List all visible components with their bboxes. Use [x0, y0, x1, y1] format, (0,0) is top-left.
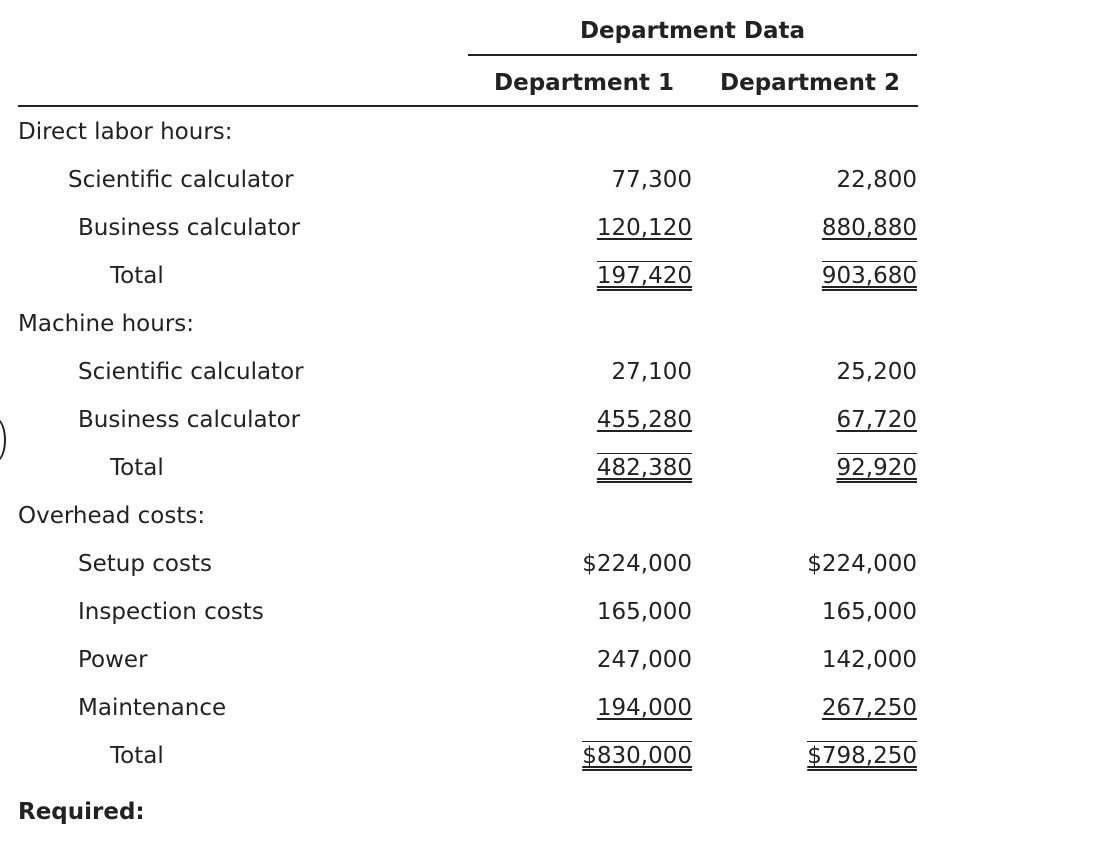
department-1-value: 77,300: [611, 167, 692, 193]
department-1-total: $830,000: [582, 743, 692, 769]
department-1-header: Department 1: [494, 70, 674, 96]
department-2-total: 92,920: [836, 455, 917, 481]
table-row: [0, 636, 1094, 684]
table-row: [0, 156, 1094, 204]
table-row: [0, 300, 1094, 348]
department-2-total: $798,250: [807, 743, 917, 769]
table-row: [0, 732, 1094, 780]
department-1-value: 165,000: [596, 599, 692, 625]
department-data-table: [0, 108, 1094, 780]
row-label: Setup costs: [78, 551, 212, 577]
table-row: [0, 396, 1094, 444]
department-2-total: 903,680: [821, 263, 917, 289]
table-row: [0, 588, 1094, 636]
department-2-value: 142,000: [821, 647, 917, 673]
table-row: [0, 108, 1094, 156]
department-1-value: 247,000: [596, 647, 692, 673]
department-1-total: 197,420: [596, 263, 692, 289]
table-row: [0, 444, 1094, 492]
department-1-total: 482,380: [596, 455, 692, 481]
row-label: Total: [110, 743, 164, 769]
row-label: Direct labor hours:: [18, 119, 233, 145]
row-label: Business calculator: [78, 407, 301, 433]
row-label: Scientific calculator: [78, 359, 304, 385]
row-label: Power: [78, 647, 148, 673]
row-label: Inspection costs: [78, 599, 264, 625]
row-label: Overhead costs:: [18, 503, 206, 529]
header-divider: [18, 105, 918, 107]
row-label: Maintenance: [78, 695, 227, 721]
department-data-header: Department Data: [468, 14, 917, 56]
row-label: Machine hours:: [18, 311, 195, 337]
department-2-value: 67,720: [836, 407, 917, 433]
department-2-value: 25,200: [836, 359, 917, 385]
row-label: Business calculator: [78, 215, 301, 241]
department-1-value: 455,280: [596, 407, 692, 433]
department-2-value: 267,250: [821, 695, 917, 721]
row-label: Total: [110, 455, 164, 481]
department-2-header: Department 2: [720, 70, 900, 96]
table-row: [0, 492, 1094, 540]
table-row: [0, 684, 1094, 732]
row-label: Total: [110, 263, 164, 289]
department-2-value: $224,000: [807, 551, 917, 577]
table-row: [0, 252, 1094, 300]
table-row: [0, 540, 1094, 588]
table-row: [0, 204, 1094, 252]
department-2-value: 880,880: [821, 215, 917, 241]
department-2-value: 165,000: [821, 599, 917, 625]
department-1-value: 120,120: [596, 215, 692, 241]
required-heading: Required:: [18, 799, 145, 825]
row-label: Scientific calculator: [68, 167, 294, 193]
department-1-value: $224,000: [582, 551, 692, 577]
department-1-value: 27,100: [611, 359, 692, 385]
department-1-value: 194,000: [596, 695, 692, 721]
department-2-value: 22,800: [836, 167, 917, 193]
table-row: [0, 348, 1094, 396]
